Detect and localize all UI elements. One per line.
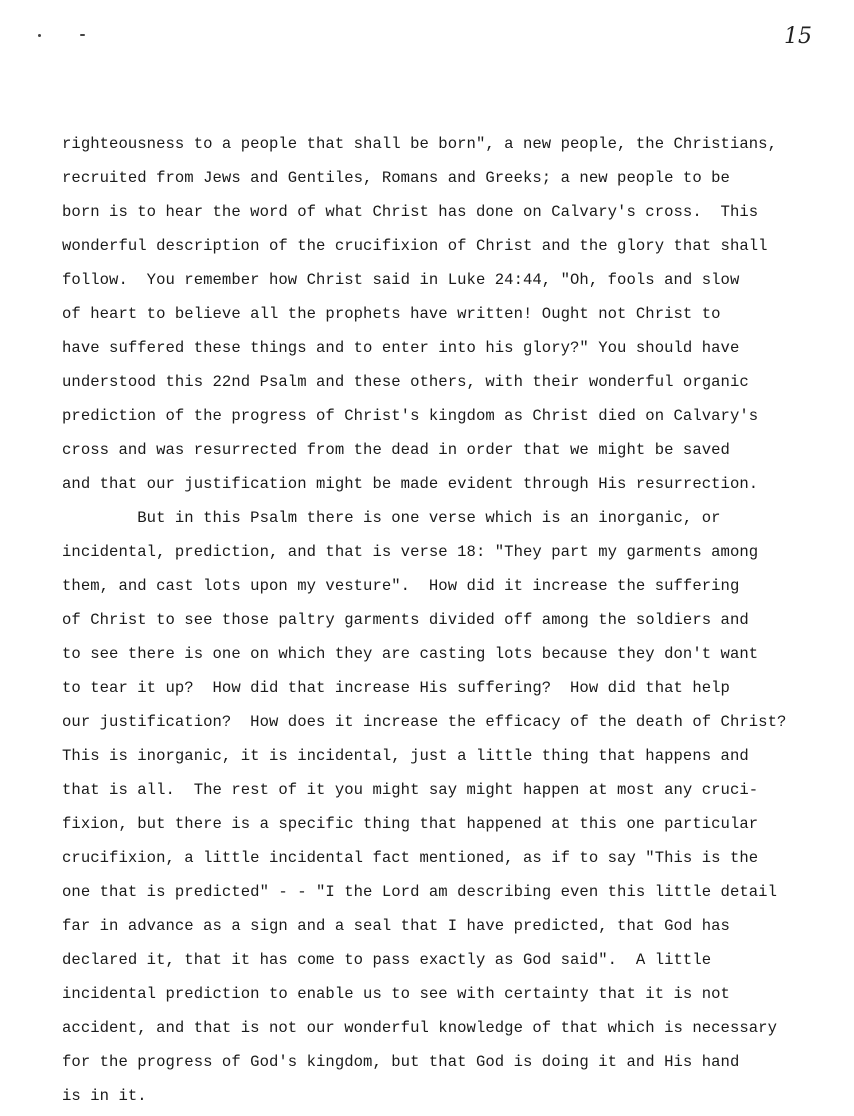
text-line: righteousness to a people that shall be born", a new people, the Christians, bbox=[62, 135, 777, 153]
document-body bbox=[62, 130, 842, 1116]
page-number: 15 bbox=[784, 24, 812, 49]
text-line: is in it. bbox=[62, 1087, 147, 1105]
margin-dot bbox=[38, 34, 41, 37]
text-line: them, and cast lots upon my vesture". How did it increase the suffering bbox=[62, 577, 740, 595]
text-line: accident, and that is not our wonderful knowledge of that which is necessary bbox=[62, 1019, 777, 1037]
text-line: crucifixion, a little incidental fact mentioned, as if to say "This is the bbox=[62, 849, 759, 867]
text-line: cross and was resurrected from the dead in order that we might be saved bbox=[62, 441, 730, 459]
text-line: follow. You remember how Christ said in Luke 24:44, "Oh, fools and slow bbox=[62, 271, 740, 289]
text-line: prediction of the progress of Christ's kingdom as Christ died on Calvary's bbox=[62, 407, 759, 425]
text-line: and that our justification might be made evident through His resurrection. bbox=[62, 475, 759, 493]
text-line: to tear it up? How did that increase His suffering? How did that help bbox=[62, 679, 730, 697]
text-line: for the progress of God's kingdom, but that God is doing it and His hand bbox=[62, 1053, 740, 1071]
text-line: that is all. The rest of it you might say might happen at most any cruci- bbox=[62, 781, 759, 799]
text-line: of heart to believe all the prophets have written! Ought not Christ to bbox=[62, 305, 721, 323]
text-line: fixion, but there is a specific thing that happened at this one particular bbox=[62, 815, 759, 833]
text-line: of Christ to see those paltry garments divided off among the soldiers and bbox=[62, 611, 749, 629]
text-line: This is inorganic, it is incidental, just a little thing that happens and bbox=[62, 747, 749, 765]
text-line: one that is predicted" - - "I the Lord am describing even this little detail bbox=[62, 883, 777, 901]
text-line: incidental prediction to enable us to see with certainty that it is not bbox=[62, 985, 730, 1003]
text-line: have suffered these things and to enter into his glory?" You should have bbox=[62, 339, 740, 357]
text-line: to see there is one on which they are casting lots because they don't want bbox=[62, 645, 759, 663]
text-line: incidental, prediction, and that is verse 18: "They part my garments among bbox=[62, 543, 759, 561]
margin-dash bbox=[80, 34, 85, 36]
text-line: declared it, that it has come to pass exactly as God said". A little bbox=[62, 951, 712, 969]
text-line: wonderful description of the crucifixion of Christ and the glory that shall bbox=[62, 237, 768, 255]
paragraph-start-line: But in this Psalm there is one verse which is an inorganic, or bbox=[62, 509, 721, 527]
text-line: understood this 22nd Psalm and these others, with their wonderful organic bbox=[62, 373, 749, 391]
text-line: recruited from Jews and Gentiles, Romans and Greeks; a new people to be bbox=[62, 169, 730, 187]
text-line: our justification? How does it increase the efficacy of the death of Christ? bbox=[62, 713, 787, 731]
text-line: far in advance as a sign and a seal that I have predicted, that God has bbox=[62, 917, 730, 935]
text-line: born is to hear the word of what Christ has done on Calvary's cross. This bbox=[62, 203, 759, 221]
